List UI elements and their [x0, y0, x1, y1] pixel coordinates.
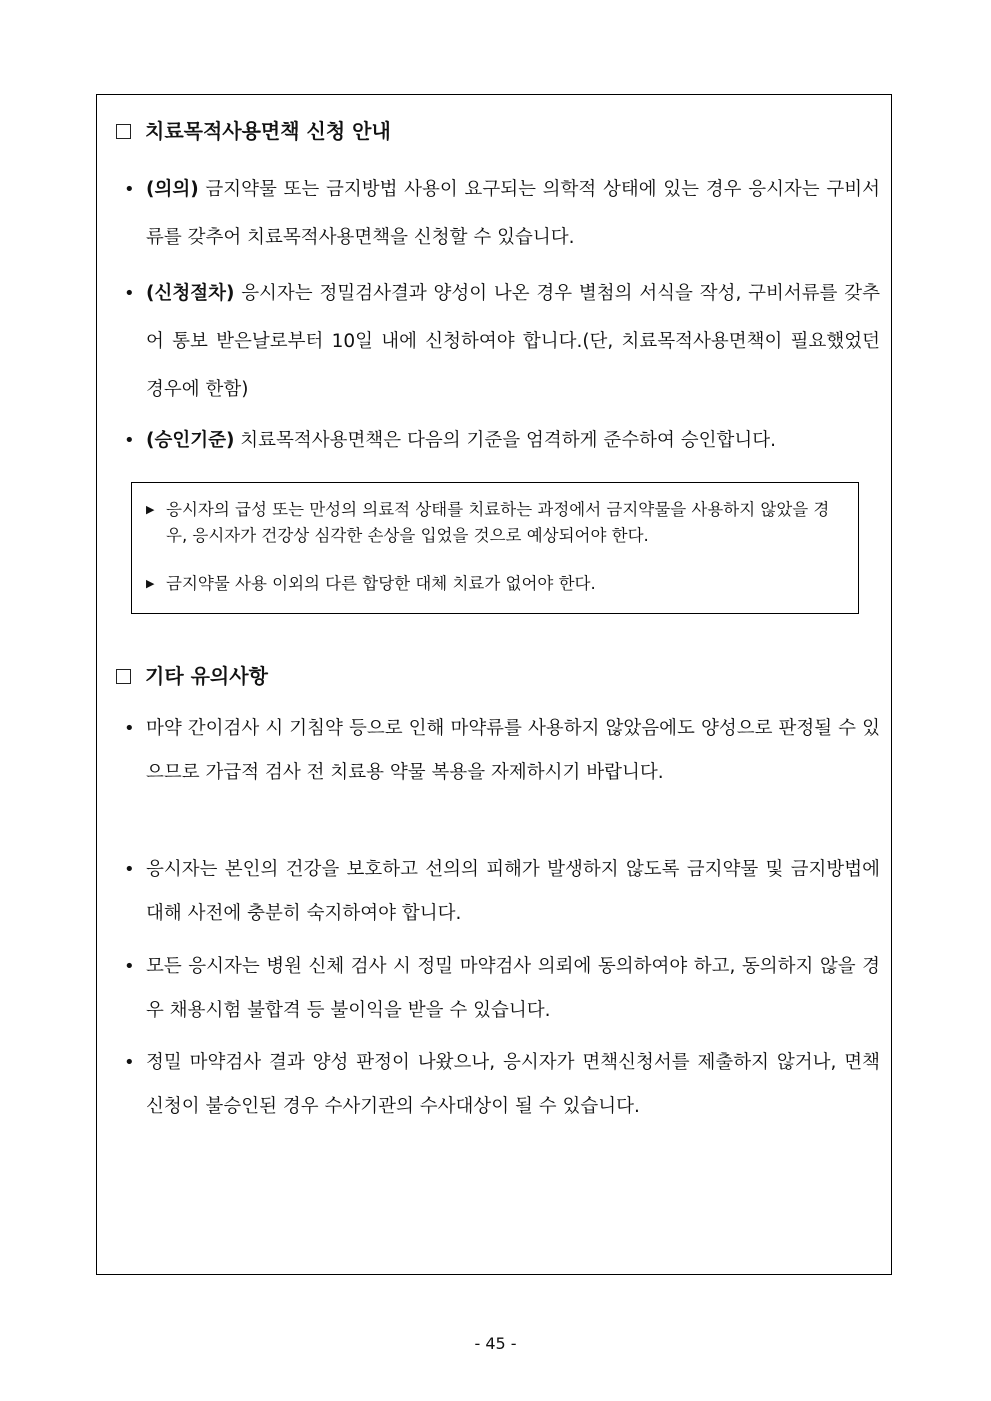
heading-text: 치료목적사용면책 신청 안내	[145, 119, 391, 143]
bullet-label: (신청절차)	[146, 283, 235, 304]
criteria-item	[146, 497, 846, 549]
heading-text: 기타 유의사항	[145, 664, 268, 688]
bullet-text: 금지약물 또는 금지방법 사용이 요구되는 의학적 상태에 있는 경우 응시자는 구비서류를 갖추어 치료목적사용면책을 신청할 수 있습니다.	[146, 179, 880, 248]
note-item	[124, 707, 880, 795]
bullet-dot-icon: •	[124, 179, 135, 200]
note-item	[124, 945, 880, 1033]
bullet-dot-icon: •	[124, 956, 135, 977]
criteria-text: 금지약물 사용 이외의 다른 합당한 대체 치료가 없어야 한다.	[166, 574, 596, 593]
bullet-item-criteria	[124, 417, 880, 465]
bullet-dot-icon: •	[124, 430, 135, 451]
note-text: 응시자는 본인의 건강을 보호하고 선의의 피해가 발생하지 않도록 금지약물 및 금지방법에 대해 사전에 충분히 숙지하여야 합니다.	[146, 859, 880, 924]
criteria-item	[146, 571, 846, 597]
section-heading-notes	[116, 662, 268, 690]
bullet-label: (승인기준)	[146, 430, 235, 451]
checkbox-square-icon	[116, 124, 131, 139]
note-item	[124, 1041, 880, 1129]
bullet-label: (의의)	[146, 179, 199, 200]
note-text: 모든 응시자는 병원 신체 검사 시 정밀 마약검사 의뢰에 동의하여야 하고, 동의하지 않을 경우 채용시험 불합격 등 불이익을 받을 수 있습니다.	[146, 956, 880, 1021]
section-heading-exemption	[116, 117, 391, 145]
bullet-item-meaning	[124, 166, 880, 262]
bullet-dot-icon: •	[124, 718, 135, 739]
note-item	[124, 848, 880, 936]
page-number: - 45 -	[474, 1334, 517, 1353]
bullet-dot-icon: •	[124, 1052, 135, 1073]
triangle-bullet-icon: ▶	[146, 503, 155, 516]
bullet-text: 치료목적사용면책은 다음의 기준을 엄격하게 준수하여 승인합니다.	[234, 430, 776, 451]
note-text: 정밀 마약검사 결과 양성 판정이 나왔으나, 응시자가 면책신청서를 제출하지 않거나, 면책 신청이 불승인된 경우 수사기관의 수사대상이 될 수 있습니다.	[146, 1052, 880, 1117]
bullet-dot-icon: •	[124, 283, 135, 304]
bullet-item-procedure	[124, 270, 880, 414]
bullet-dot-icon: •	[124, 859, 135, 880]
checkbox-square-icon	[116, 669, 131, 684]
criteria-text: 응시자의 급성 또는 만성의 의료적 상태를 치료하는 과정에서 금지약물을 사용하지 않았을 경우, 응시자가 건강상 심각한 손상을 입었을 것으로 예상되어야 한다.	[166, 500, 830, 545]
criteria-box	[131, 482, 859, 614]
note-text: 마약 간이검사 시 기침약 등으로 인해 마약류를 사용하지 않았음에도 양성으로 판정될 수 있으므로 가급적 검사 전 치료용 약물 복용을 자제하시기 바랍니다.	[146, 718, 880, 783]
bullet-text: 응시자는 정밀검사결과 양성이 나온 경우 별첨의 서식을 작성, 구비서류를 갖추어 통보 받은날로부터 10일 내에 신청하여야 합니다.(단, 치료목적사용면책이 필요했었던 경우에 한함)	[146, 283, 880, 400]
triangle-bullet-icon: ▶	[146, 577, 155, 590]
